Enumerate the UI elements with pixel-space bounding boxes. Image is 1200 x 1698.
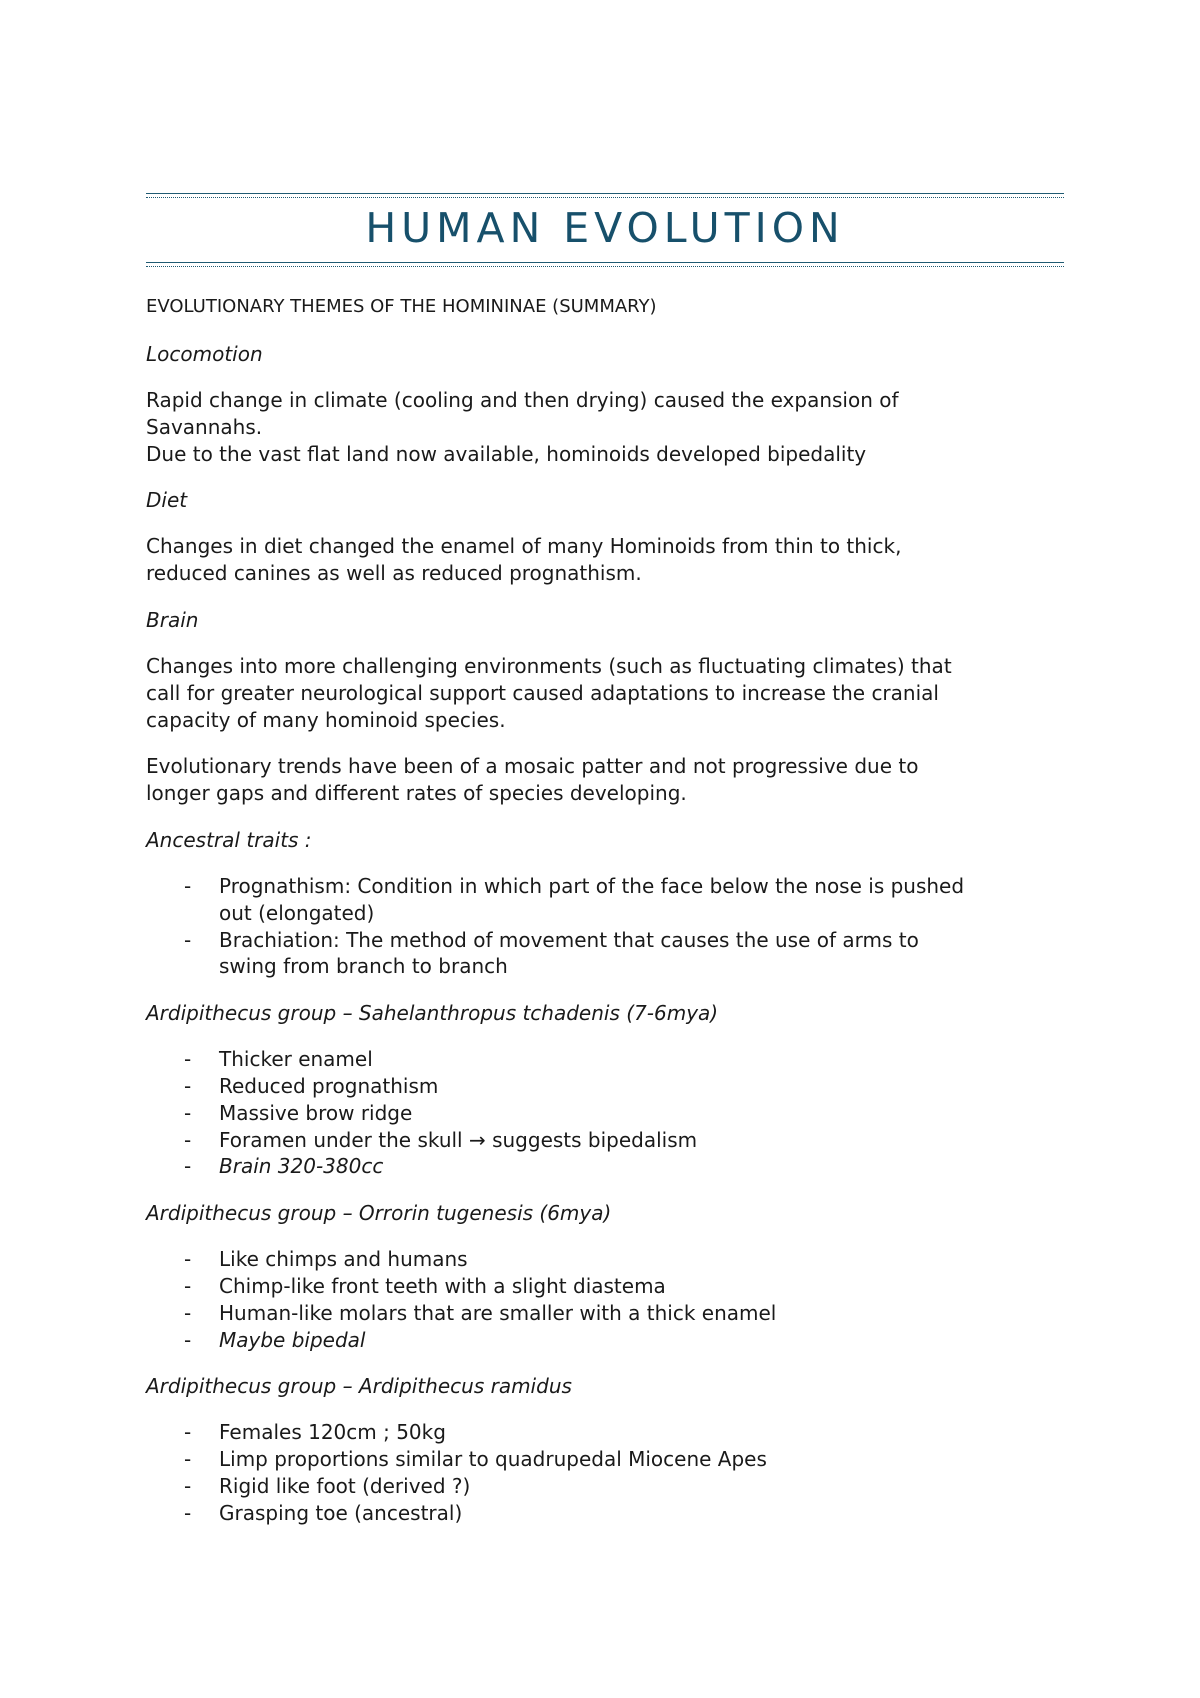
list-item (146, 1327, 1064, 1354)
list-item (146, 1073, 1064, 1100)
sahelanthropus-heading: Ardipithecus group – Sahelanthropus tchadenis (7-6mya) (146, 1001, 719, 1026)
list-item-text: Females 120cm ; 50kg (219, 1420, 446, 1445)
ancestral-heading: Ancestral traits : (146, 827, 312, 852)
list-item-text: Human-like molars that are smaller with a thick enamel (219, 1300, 777, 1325)
dash-bullet: - (184, 1247, 192, 1272)
brain-line: capacity of many hominoid species. (146, 707, 506, 732)
list-item (146, 1473, 1064, 1500)
document-page (146, 193, 1064, 1547)
dash-bullet: - (184, 927, 192, 952)
list-item (146, 1446, 1064, 1473)
list-item-text: Thicker enamel (219, 1047, 373, 1072)
list-item-text: Brachiation: The method of movement that causes the use of arms to (219, 927, 919, 952)
dash-bullet: - (184, 1154, 192, 1179)
ramidus-list (146, 1419, 1064, 1526)
locomotion-line: Savannahs. (146, 414, 263, 439)
list-item (146, 873, 1064, 900)
list-item (146, 927, 1064, 954)
ancestral-list (146, 873, 1064, 980)
sahelanthropus-list (146, 1046, 1064, 1180)
diet-line: reduced canines as well as reduced prognathism. (146, 561, 642, 586)
list-item-text: Brain 320-380cc (219, 1154, 384, 1179)
list-item (146, 1046, 1064, 1073)
list-item (146, 1500, 1064, 1527)
list-item-text: Like chimps and humans (219, 1247, 468, 1272)
orrorin-heading: Ardipithecus group – Orrorin tugenesis (6mya) (146, 1201, 612, 1226)
list-item-text: Rigid like foot (derived ?) (219, 1473, 471, 1498)
dash-bullet: - (184, 1420, 192, 1445)
diet-paragraph (146, 533, 1064, 587)
brain-paragraph (146, 653, 1064, 733)
list-item-text: swing from branch to branch (219, 954, 508, 979)
trends-line: Evolutionary trends have been of a mosaic patter and not progressive due to (146, 754, 919, 779)
list-item (146, 1153, 1064, 1180)
ramidus-heading: Ardipithecus group – Ardipithecus ramidus (146, 1374, 572, 1399)
dash-bullet: - (184, 1447, 192, 1472)
dash-bullet: - (184, 1473, 192, 1498)
trends-paragraph (146, 753, 1064, 807)
trends-line: longer gaps and different rates of species developing. (146, 781, 687, 806)
dash-bullet: - (184, 1273, 192, 1298)
list-item-text: out (elongated) (219, 900, 375, 925)
dash-bullet: - (184, 1300, 192, 1325)
list-item-text: Prognathism: Condition in which part of the face below the nose is pushed (219, 873, 965, 898)
list-item-text: Massive brow ridge (219, 1100, 413, 1125)
list-item-text: Grasping toe (ancestral) (219, 1500, 463, 1525)
dash-bullet: - (184, 1100, 192, 1125)
dash-bullet: - (184, 1327, 192, 1352)
locomotion-paragraph (146, 387, 1064, 467)
list-item-continuation (146, 953, 1064, 980)
diet-line: Changes in diet changed the enamel of many Hominoids from thin to thick, (146, 534, 902, 559)
list-item-text: Reduced prognathism (219, 1073, 439, 1098)
diet-heading: Diet (146, 488, 188, 513)
orrorin-list (146, 1246, 1064, 1353)
list-item-text: Chimp-like front teeth with a slight diastema (219, 1273, 666, 1298)
list-item (146, 1273, 1064, 1300)
dash-bullet: - (184, 1500, 192, 1525)
dash-bullet: - (184, 1073, 192, 1098)
summary-heading: EVOLUTIONARY THEMES OF THE HOMININAE (SUMMARY) (146, 296, 657, 317)
list-item (146, 1300, 1064, 1327)
list-item (146, 1246, 1064, 1273)
title-rule-top (146, 193, 1064, 198)
dash-bullet: - (184, 873, 192, 898)
list-item (146, 1419, 1064, 1446)
document-title: HUMAN EVOLUTION (365, 204, 845, 252)
list-item-text: Maybe bipedal (219, 1327, 366, 1352)
dash-bullet: - (184, 1127, 192, 1152)
list-item (146, 1100, 1064, 1127)
locomotion-line: Due to the vast flat land now available, hominoids developed bipedality (146, 441, 867, 466)
brain-line: call for greater neurological support caused adaptations to increase the cranial (146, 680, 939, 705)
title-block (146, 193, 1064, 267)
brain-line: Changes into more challenging environments (such as fluctuating climates) that (146, 653, 952, 678)
list-item-text: Foramen under the skull → suggests bipedalism (219, 1127, 698, 1152)
brain-heading: Brain (146, 607, 199, 632)
list-item-text: Limp proportions similar to quadrupedal Miocene Apes (219, 1447, 767, 1472)
locomotion-line: Rapid change in climate (cooling and then drying) caused the expansion of (146, 388, 899, 412)
locomotion-heading: Locomotion (146, 342, 263, 366)
dash-bullet: - (184, 1047, 192, 1072)
title-rule-bottom (146, 262, 1064, 267)
list-item (146, 1127, 1064, 1154)
list-item-continuation (146, 900, 1064, 927)
